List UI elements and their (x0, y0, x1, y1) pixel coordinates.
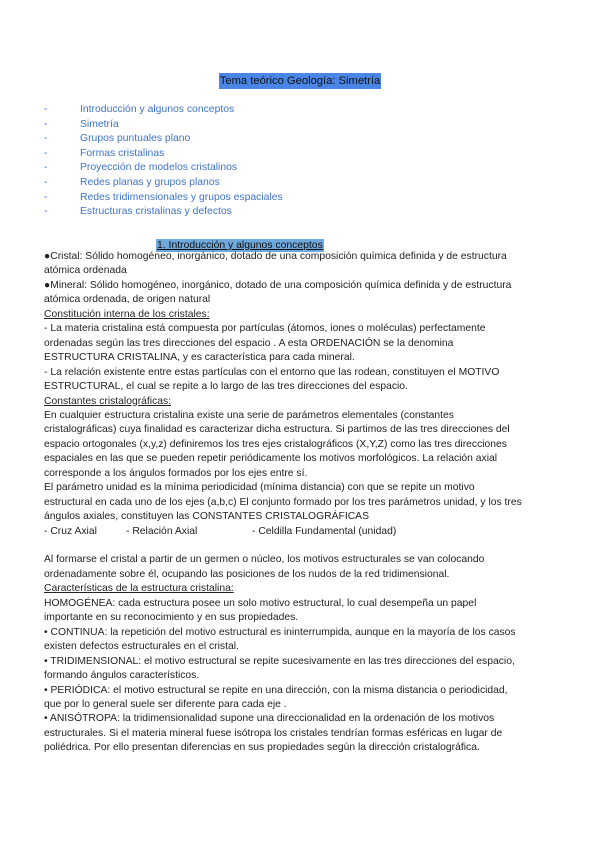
body-text (44, 250, 556, 756)
paragraph-line: formando ángulos característicos. (44, 670, 200, 682)
paragraph-line: cristalográficas) cuya finalidad es caracterizar dicha estructura. Si partimos de las tres direcciones del (44, 424, 510, 436)
toc-label: Proyección de modelos cristalinos (80, 162, 238, 174)
paragraph-line: estructurales. Si el materia mineral fuese isótropa los cristales tendrían formas esféricas en lugar de (44, 727, 503, 739)
constant-item: - Relación Axial (126, 525, 198, 537)
paragraph-line: ESTRUCTURAL, el cual se repite a lo largo de las tres direcciones del espacio. (44, 381, 408, 393)
toc-dash: - (44, 206, 48, 218)
toc-label: Simetría (80, 118, 119, 130)
toc-dash: - (44, 176, 48, 188)
spacer (44, 539, 556, 553)
paragraph-line: espaciales en las que se pueden repetir periódicamente los motivos morfológicos. La relación axial (44, 453, 498, 465)
constants-row (44, 525, 556, 539)
paragraph-line: atómica ordenada, de origen natural (44, 294, 211, 306)
paragraph-line: existen defectos estructurales en el cristal. (44, 641, 239, 653)
toc-label: Introducción y algunos conceptos (80, 104, 235, 115)
paragraph-line: • TRIDIMENSIONAL: el motivo estructural se repite sucesivamente en las tres direcciones del espacio, (44, 655, 515, 667)
paragraph-line: ESTRUCTURA CRISTALINA, y es característica para cada mineral. (44, 352, 355, 364)
paragraph-line: ángulos axiales, constituyen las CONSTANTES CRISTALOGRÁFICAS (44, 511, 369, 523)
toc-label: Grupos puntuales plano (80, 133, 191, 145)
subheading: Constitución interna de los cristales: (44, 308, 210, 320)
toc-dash: - (44, 104, 48, 115)
paragraph-line: ●Mineral: Sólido homogéneo, inorgánico, dotado de una composición química definida y de estructura (44, 279, 512, 291)
paragraph-line: Al formarse el cristal a partir de un germen o núcleo, los motivos estructurales se van colocando (44, 554, 485, 566)
subheading: Constantes cristalográficas: (44, 395, 172, 407)
paragraph-line: atómica ordenada (44, 265, 127, 277)
toc-dash: - (44, 162, 48, 174)
paragraph-line: • ANISÓTROPA: la tridimensionalidad supone una direccionalidad en la ordenación de los motivos (44, 713, 495, 725)
section-heading: 1. Introducción y algunos conceptos (157, 240, 323, 251)
toc-label: Redes planas y grupos planos (80, 176, 220, 188)
toc-dash: - (44, 118, 48, 130)
subheading: Características de la estructura cristalina: (44, 583, 234, 595)
paragraph-line: El parámetro unidad es la mínima periodicidad (mínima distancia) con que se repite un motivo (44, 482, 475, 494)
paragraph-line: - La materia cristalina está compuesta por partículas (átomos, iones o moléculas) perfectamente (44, 323, 486, 335)
toc-label: Redes tridimensionales y grupos espaciales (80, 191, 283, 203)
paragraph-line: HOMOGÉNEA: cada estructura posee un solo motivo estructural, lo cual desempeña un papel (44, 597, 477, 609)
title-container (0, 71, 600, 89)
toc-dash: - (44, 147, 48, 159)
paragraph-line: ●Cristal: Sólido homogéneo, inorgánico, dotado de una composición química definida y de estructura (44, 251, 507, 262)
paragraph-line: corresponde a los ángulos formados por los ejes entre sí. (44, 467, 308, 479)
constant-item: - Celdilla Fundamental (unidad) (252, 525, 397, 537)
paragraph-line: estructural en cada uno de los ejes (a,b,c) El conjunto formado por los tres parámetros unidad, y los tres (44, 496, 522, 508)
paragraph-line: importante en su reconocimiento y en sus propiedades. (44, 612, 299, 624)
toc-dash: - (44, 191, 48, 203)
paragraph-line: que por lo general suele ser diferente para cada eje . (44, 699, 287, 711)
paragraph-line: poliédrica. Por ello presentan diferencias en sus propiedades según la dirección cristalográfica. (44, 742, 480, 754)
paragraph-line: espacio ortogonales (x,y,z) definiremos los tres ejes cristalográficos (X,Y,Z) como las tres direcciones (44, 438, 507, 450)
toc-label: Estructuras cristalinas y defectos (80, 206, 232, 218)
paragraph-line: ordenadas según las tres direcciones del espacio . A esta ORDENACIÓN se la denomina (44, 337, 454, 349)
paragraph-line: - La relación existente entre estas partículas con el entorno que las rodean, constituyen el MOTIVO (44, 366, 500, 378)
paragraph-line: • PERIÓDICA: el motivo estructural se repite en una dirección, con la misma distancia o periodicidad, (44, 684, 508, 696)
paragraph-line: En cualquier estructura cristalina existe una serie de parámetros elementales (constantes (44, 409, 454, 421)
paragraph-line: • CONTINUA: la repetición del motivo estructural es ininterrumpida, aunque en la mayoría de los casos (44, 626, 516, 638)
toc-label: Formas cristalinas (80, 147, 165, 159)
document-title: Tema teórico Geología: Simetría (219, 75, 381, 87)
toc-dash: - (44, 133, 48, 145)
paragraph-line: ordenadamente sobre él, ocupando las posiciones de los nudos de la red tridimensional. (44, 568, 450, 580)
constant-item: - Cruz Axial (44, 525, 97, 537)
